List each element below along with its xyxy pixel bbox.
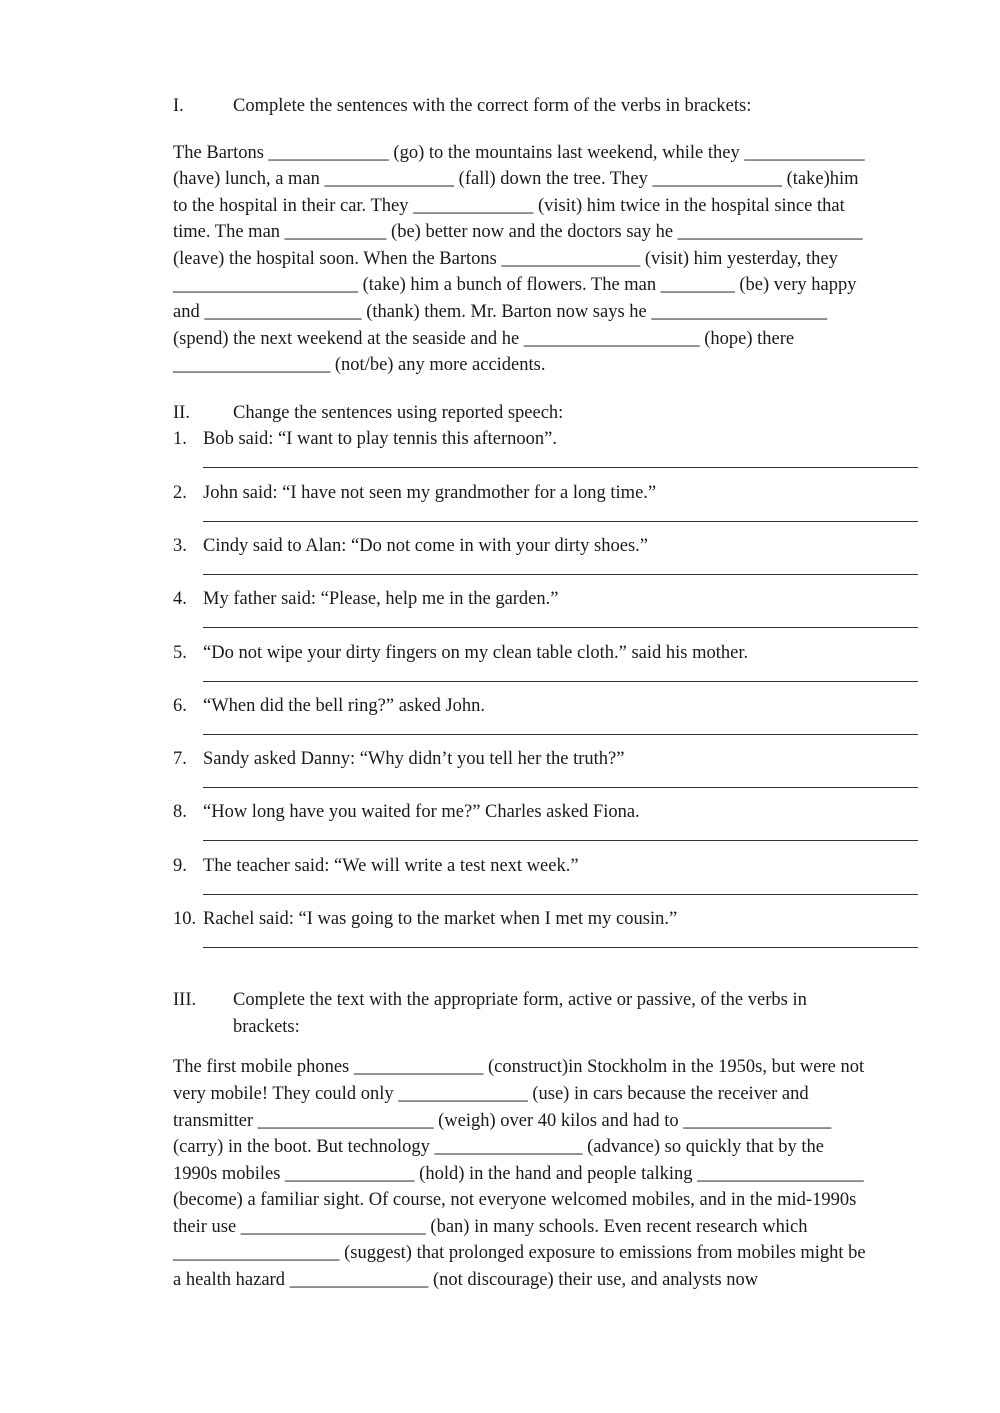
question-number: 10. [173, 909, 197, 930]
question-item [173, 426, 930, 479]
question-item [173, 746, 930, 799]
section-2-number: II. [173, 402, 190, 423]
question-text: Cindy said to Alan: “Do not come in with your dirty shoes.” [203, 535, 648, 556]
section-1-heading [173, 93, 930, 120]
question-number: 2. [173, 482, 187, 503]
section-1-line: (spend) the next weekend at the seaside and he ___________________ (hope) there [173, 328, 795, 349]
question-number: 9. [173, 855, 187, 876]
section-3-line: very mobile! They could only ______________ (use) in cars because the receiver and [173, 1083, 809, 1104]
question-number: 1. [173, 429, 187, 450]
question-text: My father said: “Please, help me in the garden.” [203, 589, 559, 610]
question-text: “Do not wipe your dirty fingers on my clean table cloth.” said his mother. [203, 642, 749, 663]
section-2-title: Change the sentences using reported speech: [233, 402, 564, 423]
section-1-line: time. The man ___________ (be) better now and the doctors say he ____________________ [173, 222, 863, 243]
answer-line[interactable] [203, 681, 918, 682]
question-text: The teacher said: “We will write a test next week.” [203, 855, 579, 876]
section-3-line: their use ____________________ (ban) in many schools. Even recent research which [173, 1216, 808, 1237]
question-text: “How long have you waited for me?” Charles asked Fiona. [203, 802, 640, 823]
answer-line[interactable] [203, 521, 918, 522]
answer-line[interactable] [203, 467, 918, 468]
answer-line[interactable] [203, 627, 918, 628]
section-3-line: (carry) in the boot. But technology ________________ (advance) so quickly that by the [173, 1137, 824, 1158]
section-3-line: transmitter ___________________ (weigh) over 40 kilos and had to ________________ [173, 1110, 832, 1131]
question-text: “When did the bell ring?” asked John. [203, 695, 486, 716]
answer-line[interactable] [203, 947, 918, 948]
section-1-line: (leave) the hospital soon. When the Bartons _______________ (visit) him yesterday, they [173, 248, 838, 269]
question-item [173, 906, 930, 959]
section-3-title-line: brackets: [233, 1016, 300, 1037]
question-item [173, 533, 930, 586]
section-1-title: Complete the sentences with the correct form of the verbs in brackets: [233, 96, 752, 116]
answer-line[interactable] [203, 894, 918, 895]
question-number: 7. [173, 749, 187, 770]
question-number: 6. [173, 695, 187, 716]
worksheet-page [173, 93, 930, 1294]
question-text: Rachel said: “I was going to the market when I met my cousin.” [203, 909, 678, 930]
section-3-line: 1990s mobiles ______________ (hold) in the hand and people talking __________________ [173, 1163, 864, 1184]
section-1-line: to the hospital in their car. They _____________ (visit) him twice in the hospital since that [173, 195, 845, 216]
section-1-paragraph [173, 140, 930, 379]
section-3-line: __________________ (suggest) that prolonged exposure to emissions from mobiles might be [173, 1243, 866, 1264]
question-number: 5. [173, 642, 187, 663]
answer-line[interactable] [203, 734, 918, 735]
question-item [173, 853, 930, 906]
question-number: 3. [173, 535, 187, 556]
question-item [173, 586, 930, 639]
section-1-line: The Bartons _____________ (go) to the mountains last weekend, while they _____________ [173, 142, 865, 163]
answer-line[interactable] [203, 574, 918, 575]
section-1-number: I. [173, 96, 184, 116]
question-text: Sandy asked Danny: “Why didn’t you tell her the truth?” [203, 749, 625, 770]
question-item [173, 799, 930, 852]
section-3-line: (become) a familiar sight. Of course, not everyone welcomed mobiles, and in the mid-1990s [173, 1190, 857, 1211]
section-3-number: III. [173, 990, 197, 1011]
section-3-title-line: Complete the text with the appropriate form, active or passive, of the verbs in [233, 990, 807, 1011]
question-text: Bob said: “I want to play tennis this afternoon”. [203, 429, 557, 450]
section-1-line: ____________________ (take) him a bunch of flowers. The man ________ (be) very happy [173, 275, 857, 296]
question-text: John said: “I have not seen my grandmother for a long time.” [203, 482, 657, 503]
section-3-paragraph [173, 1054, 930, 1293]
section-1-line: (have) lunch, a man ______________ (fall) down the tree. They ______________ (take)him [173, 169, 859, 190]
question-item [173, 693, 930, 746]
question-number: 4. [173, 589, 187, 610]
section-1-line: and _________________ (thank) them. Mr. Barton now says he ___________________ [173, 302, 828, 323]
section-1-line: _________________ (not/be) any more accidents. [173, 355, 546, 376]
answer-line[interactable] [203, 840, 918, 841]
question-item [173, 480, 930, 533]
question-number: 8. [173, 802, 187, 823]
question-list [173, 426, 930, 959]
section-3-line: a health hazard _______________ (not discourage) their use, and analysts now [173, 1270, 759, 1291]
section-3-line: The first mobile phones ______________ (construct)in Stockholm in the 1950s, but were not [173, 1057, 865, 1078]
section-2-heading [173, 400, 930, 427]
section-3-heading [173, 987, 930, 1040]
answer-line[interactable] [203, 787, 918, 788]
question-item [173, 640, 930, 693]
